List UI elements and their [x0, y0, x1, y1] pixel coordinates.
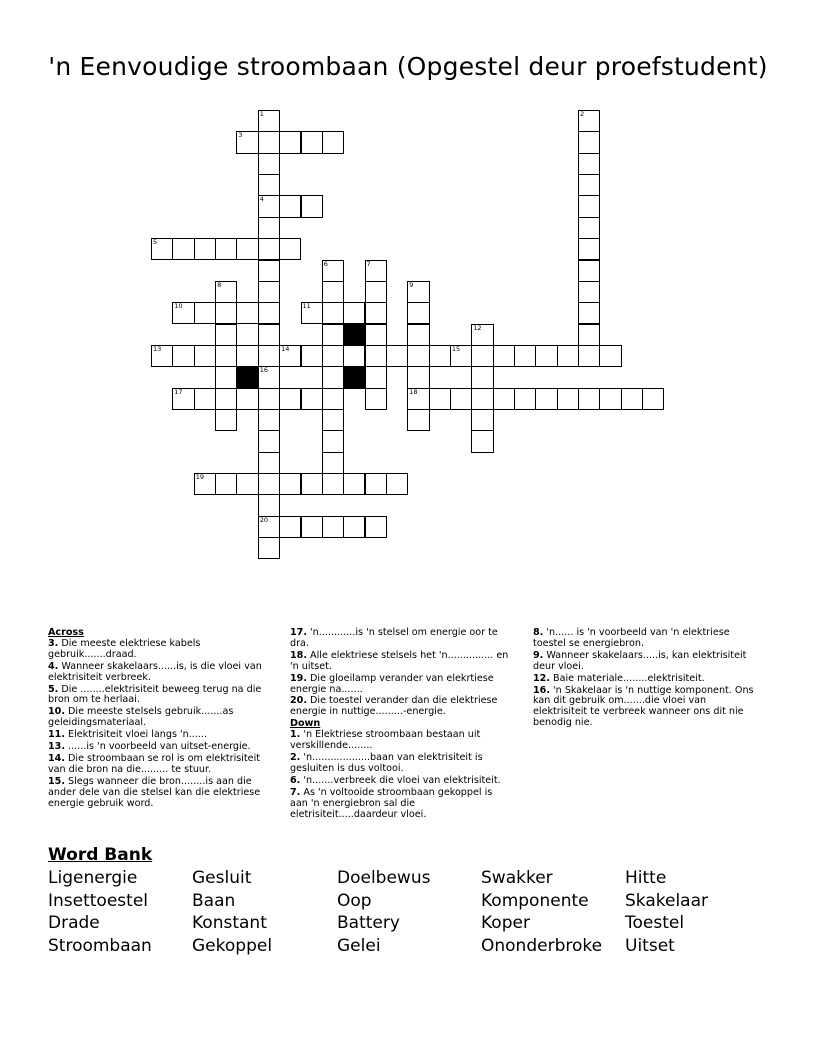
clue: [290, 776, 512, 787]
clue-text: 'n...... is 'n voorbeeld van 'n elektriese toestel se energiebron.: [533, 627, 730, 649]
grid-cell[interactable]: [258, 153, 280, 175]
grid-cell[interactable]: [365, 302, 387, 324]
word-bank-word: Gelei: [337, 936, 381, 956]
clue-number-label: 7.: [290, 786, 301, 798]
clue-number-label: 19.: [290, 672, 307, 684]
clue-number-label: 14.: [48, 752, 65, 764]
clue-number: 9: [409, 280, 414, 289]
word-bank-word: Battery: [337, 913, 400, 933]
clue: [290, 674, 512, 696]
grid-cell[interactable]: [236, 302, 258, 324]
grid-cell[interactable]: [194, 388, 216, 410]
grid-cell[interactable]: [258, 473, 280, 495]
grid-cell[interactable]: [279, 131, 301, 153]
clue-text: Die stroombaan se rol is om elektrisiteit van die bron na die......... te stuur.: [48, 752, 261, 775]
grid-cell[interactable]: [215, 324, 237, 346]
word-bank-title: Word Bank: [48, 845, 153, 865]
grid-cell[interactable]: [621, 388, 643, 410]
grid-cell-black: [343, 366, 365, 388]
grid-cell[interactable]: [471, 409, 493, 431]
word-bank-word: Oop: [337, 891, 372, 911]
clue-number: 4: [259, 195, 264, 204]
grid-cell[interactable]: [578, 238, 600, 260]
grid-cell[interactable]: [557, 388, 579, 410]
grid-cell[interactable]: [258, 281, 280, 303]
word-bank-word: Stroombaan: [48, 936, 152, 956]
clues-column-3: [533, 628, 758, 730]
grid-cell[interactable]: [322, 473, 344, 495]
grid-cell[interactable]: [258, 452, 280, 474]
grid-cell[interactable]: [322, 302, 344, 324]
grid-cell[interactable]: [578, 281, 600, 303]
clue-number: 2: [580, 110, 585, 118]
clue-text: Baie materiale........elektrisiteit.: [550, 672, 705, 684]
clue: [48, 639, 270, 661]
clue: [48, 707, 270, 729]
clue-number-label: 20.: [290, 695, 307, 707]
word-bank-word: Komponente: [481, 891, 589, 911]
clue-text: 'n...................baan van elektrisiteit is gesluiten is dus voltooi.: [290, 751, 483, 774]
grid-cell[interactable]: [365, 388, 387, 410]
clue: [290, 628, 512, 650]
clue: [48, 662, 270, 684]
grid-cell[interactable]: [258, 409, 280, 431]
across-header: Across: [48, 627, 84, 638]
clue-number-label: 11.: [48, 729, 65, 741]
grid-cell[interactable]: [279, 388, 301, 410]
grid-cell[interactable]: [258, 494, 280, 516]
grid-cell[interactable]: [365, 345, 387, 367]
clue-number-label: 10.: [48, 706, 65, 718]
grid-cell[interactable]: [407, 366, 429, 388]
grid-cell[interactable]: [215, 302, 237, 324]
grid-cell[interactable]: [343, 345, 365, 367]
grid-cell[interactable]: [301, 131, 323, 153]
grid-cell[interactable]: [322, 324, 344, 346]
grid-cell[interactable]: [236, 345, 258, 367]
grid-cell[interactable]: [301, 195, 323, 217]
grid-cell[interactable]: [322, 430, 344, 452]
clues-column-1: [48, 628, 270, 811]
clue-number: 16: [259, 366, 269, 375]
grid-cell[interactable]: [301, 516, 323, 538]
grid-cell[interactable]: [236, 388, 258, 410]
grid-cell[interactable]: [365, 324, 387, 346]
clue-number-label: 18.: [290, 649, 307, 661]
word-bank-word: Koper: [481, 913, 530, 933]
grid-cell[interactable]: [343, 516, 365, 538]
grid-cell[interactable]: [493, 345, 515, 367]
clue-text: Die ........elektrisiteit beweeg terug na die bron om te herlaai.: [48, 683, 262, 706]
clue-number: 6: [323, 259, 328, 268]
grid-cell[interactable]: [322, 345, 344, 367]
clue-number: 7: [366, 259, 371, 268]
clue-number: 14: [281, 344, 290, 353]
grid-cell[interactable]: [493, 388, 515, 410]
grid-cell[interactable]: [258, 388, 280, 410]
grid-cell[interactable]: [471, 345, 493, 367]
clue-number: 15: [451, 344, 461, 353]
clue-number: 10: [174, 302, 183, 311]
word-bank-word: Gekoppel: [192, 936, 273, 956]
clue-number: 12: [473, 323, 482, 332]
grid-cell[interactable]: [407, 345, 429, 367]
grid-cell[interactable]: [258, 238, 280, 260]
grid-cell[interactable]: [365, 473, 387, 495]
clue-text: 'n............is 'n stelsel om energie oor te dra.: [290, 627, 498, 649]
clue-text: Die gloeilamp verander van elekrtiese energie na.......: [290, 672, 494, 695]
clue: [48, 685, 270, 707]
grid-cell[interactable]: [279, 516, 301, 538]
grid-cell[interactable]: [236, 238, 258, 260]
page-title: 'n Eenvoudige stroombaan (Opgestel deur proefstudent): [48, 52, 768, 81]
grid-cell[interactable]: [172, 238, 194, 260]
grid-cell[interactable]: [471, 430, 493, 452]
clue-text: 'n.......verbreek die vloei van elektrisiteit.: [300, 774, 501, 786]
grid-cell[interactable]: [258, 260, 280, 282]
clue-text: Elektrisiteit vloei langs 'n......: [65, 729, 208, 741]
clue: [48, 742, 270, 753]
grid-cell[interactable]: [578, 195, 600, 217]
clue-number-label: 13.: [48, 741, 65, 753]
grid-cell[interactable]: [301, 345, 323, 367]
clue: [290, 696, 512, 718]
grid-cell[interactable]: [557, 345, 579, 367]
grid-cell[interactable]: [578, 131, 600, 153]
grid-cell[interactable]: [258, 345, 280, 367]
grid-cell[interactable]: [578, 174, 600, 196]
word-bank-word: Ononderbroke: [481, 936, 603, 956]
grid-cell[interactable]: [258, 324, 280, 346]
grid-cell[interactable]: [215, 345, 237, 367]
clue: [290, 651, 512, 673]
grid-cell[interactable]: [301, 388, 323, 410]
clue-number: 11: [302, 302, 311, 311]
grid-cell[interactable]: [471, 366, 493, 388]
grid-cell[interactable]: [407, 302, 429, 324]
clue-number-label: 4.: [48, 660, 59, 672]
clue-number: 5: [153, 238, 158, 247]
grid-cell[interactable]: [279, 238, 301, 260]
grid-cell[interactable]: [578, 345, 600, 367]
clue: [290, 730, 512, 752]
grid-cell[interactable]: [322, 281, 344, 303]
grid-cell[interactable]: [429, 345, 451, 367]
clue-number: 18: [409, 387, 418, 396]
word-bank-word: Drade: [48, 913, 100, 933]
clue-number: 3: [238, 131, 243, 140]
clue-number: 13: [153, 344, 162, 353]
clue: [533, 628, 758, 650]
grid-cell[interactable]: [599, 388, 621, 410]
grid-cell[interactable]: [514, 345, 536, 367]
word-bank-word: Konstant: [192, 913, 267, 933]
word-bank-word: Gesluit: [192, 868, 252, 888]
grid-cell[interactable]: [343, 473, 365, 495]
grid-cell[interactable]: [258, 174, 280, 196]
clue-text: Die meeste stelsels gebruik.......as geleidingsmateriaal.: [48, 706, 234, 729]
clue-text: 'n Skakelaar is 'n nuttige komponent. Ons kan dit gebruik om.......die vloei van elektrisiteit te verbreek wanneer ons dit nie benodig nie.: [533, 684, 754, 729]
word-bank-word: Ligenergie: [48, 868, 138, 888]
grid-cell[interactable]: [322, 131, 344, 153]
grid-cell-black: [343, 324, 365, 346]
clue-number-label: 2.: [290, 751, 301, 763]
clue-number: 17: [174, 387, 183, 396]
grid-cell[interactable]: [301, 473, 323, 495]
grid-cell[interactable]: [343, 302, 365, 324]
grid-cell[interactable]: [215, 388, 237, 410]
clue: [48, 777, 270, 810]
clue-number: 8: [217, 280, 222, 289]
grid-cell[interactable]: [215, 473, 237, 495]
grid-cell[interactable]: [322, 366, 344, 388]
grid-cell[interactable]: [322, 409, 344, 431]
down-header: Down: [290, 718, 321, 730]
grid-cell[interactable]: [450, 388, 472, 410]
grid-cell[interactable]: [258, 302, 280, 324]
grid-cell[interactable]: [215, 366, 237, 388]
clue-number-label: 8.: [533, 627, 544, 638]
clue: [290, 788, 512, 821]
clue-text: Wanneer skakelaars.....is, kan elektrisiteit deur vloei.: [533, 649, 747, 672]
clue: [48, 730, 270, 741]
clue-number-label: 5.: [48, 683, 59, 695]
clue-text: 'n Elektriese stroombaan bestaan uit verskillende........: [290, 729, 481, 752]
clue-number-label: 12.: [533, 672, 550, 684]
grid-cell-black: [236, 366, 258, 388]
grid-cell[interactable]: [258, 131, 280, 153]
grid-cell[interactable]: [194, 302, 216, 324]
grid-cell[interactable]: [471, 388, 493, 410]
grid-cell[interactable]: [535, 345, 557, 367]
grid-cell[interactable]: [365, 366, 387, 388]
grid-cell[interactable]: [172, 345, 194, 367]
grid-cell[interactable]: [514, 388, 536, 410]
clue-text: Die toestel verander dan die elektriese energie in nuttige.........-energie.: [290, 695, 498, 718]
word-bank-word: Skakelaar: [625, 891, 708, 911]
word-bank-word: Uitset: [625, 936, 675, 956]
clue-number: 19: [195, 473, 204, 481]
clue-number: 20: [259, 515, 269, 524]
grid-cell[interactable]: [386, 345, 408, 367]
grid-cell[interactable]: [322, 452, 344, 474]
grid-cell[interactable]: [365, 281, 387, 303]
grid-cell[interactable]: [258, 430, 280, 452]
grid-cell[interactable]: [279, 473, 301, 495]
clue-number-label: 15.: [48, 775, 65, 787]
grid-cell[interactable]: [578, 302, 600, 324]
word-bank-word: Swakker: [481, 868, 553, 888]
grid-cell[interactable]: [194, 238, 216, 260]
grid-cell[interactable]: [194, 345, 216, 367]
grid-cell[interactable]: [322, 516, 344, 538]
clue: [533, 651, 758, 673]
clue-text: As 'n voltooide stroombaan gekoppel is aan 'n energiebron sal die eletrisiteit.....daardeur vloei.: [290, 786, 493, 820]
word-bank-word: Insettoestel: [48, 891, 148, 911]
grid-cell[interactable]: [599, 345, 621, 367]
grid-cell[interactable]: [407, 409, 429, 431]
clue-number-label: 6.: [290, 774, 301, 786]
word-bank-word: Hitte: [625, 868, 667, 888]
clue-text: Alle elektriese stelsels het 'n............... en 'n uitset.: [290, 649, 509, 672]
clue: [533, 674, 758, 685]
clue-text: Wanneer skakelaars......is, is die vloei van elektrisiteit verbreek.: [48, 660, 262, 683]
grid-cell[interactable]: [429, 388, 451, 410]
word-bank-word: Doelbewus: [337, 868, 431, 888]
grid-cell[interactable]: [236, 473, 258, 495]
grid-cell[interactable]: [535, 388, 557, 410]
grid-cell[interactable]: [386, 473, 408, 495]
grid-cell[interactable]: [365, 516, 387, 538]
grid-cell[interactable]: [578, 388, 600, 410]
clue: [48, 754, 270, 776]
clues-column-2: [290, 628, 512, 821]
word-bank-word: Toestel: [625, 913, 685, 933]
grid-cell[interactable]: [258, 217, 280, 239]
word-bank-word: Baan: [192, 891, 236, 911]
grid-cell[interactable]: [322, 388, 344, 410]
clue-number: 1: [259, 110, 264, 118]
clue-number-label: 1.: [290, 729, 301, 741]
clue-text: Die meeste elektriese kabels gebruik.......draad.: [48, 637, 201, 660]
grid-cell[interactable]: [642, 388, 664, 410]
clue-text: ......is 'n voorbeeld van uitset-energie.: [65, 741, 251, 753]
grid-cell[interactable]: [407, 324, 429, 346]
grid-cell[interactable]: [279, 195, 301, 217]
grid-cell[interactable]: [215, 238, 237, 260]
clue-number-label: 17.: [290, 627, 307, 638]
clue-text: Slegs wanneer die bron........is aan die ander dele van die stelsel kan die elektriese energie gebruik word.: [48, 775, 261, 809]
clue: [533, 686, 758, 730]
grid-cell[interactable]: [215, 409, 237, 431]
clue-number-label: 3.: [48, 637, 59, 649]
grid-cell[interactable]: [578, 153, 600, 175]
clue-number-label: 16.: [533, 684, 550, 696]
clue: [290, 753, 512, 775]
clue-number-label: 9.: [533, 649, 544, 661]
grid-cell[interactable]: [258, 537, 280, 559]
grid-cell[interactable]: [578, 217, 600, 239]
grid-cell[interactable]: [578, 260, 600, 282]
grid-cell[interactable]: [578, 324, 600, 346]
